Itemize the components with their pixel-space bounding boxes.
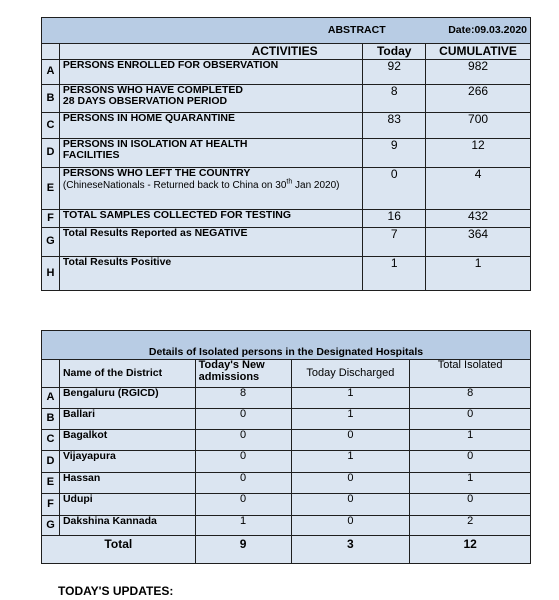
row-new: 8 — [195, 388, 291, 409]
col-cumulative: CUMULATIVE — [426, 44, 531, 60]
row-letter: F — [42, 494, 60, 516]
row-today: 1 — [363, 257, 426, 291]
row-today: 0 — [363, 168, 426, 210]
row-note-text-end: Jan 2020) — [292, 180, 340, 192]
row-discharged: 1 — [291, 409, 410, 430]
row-label — [59, 139, 362, 168]
row-new: 0 — [195, 430, 291, 451]
row-district: Dakshina Kannada — [59, 516, 195, 536]
row-cumulative: 982 — [426, 60, 531, 85]
row-today: 92 — [363, 60, 426, 85]
abstract-row — [42, 113, 531, 139]
row-district: Vijayapura — [59, 451, 195, 473]
abstract-row — [42, 85, 531, 113]
row-label-line1: PERSONS WHO HAVE COMPLETED — [62, 84, 243, 96]
updates-heading: TODAY'S UPDATES: — [58, 584, 174, 598]
row-note-text: (ChineseNationals - Returned back to China on 30 — [62, 180, 287, 192]
isolated-title: Details of Isolated persons in the Designated Hospitals — [42, 331, 531, 360]
row-cumulative: 4 — [426, 168, 531, 210]
row-label-line2: FACILITIES — [62, 149, 120, 162]
row-today: 8 — [363, 85, 426, 113]
row-letter: G — [42, 228, 60, 257]
row-label — [59, 85, 362, 113]
row-total: 0 — [410, 451, 531, 473]
row-cumulative: 364 — [426, 228, 531, 257]
row-today: 9 — [363, 139, 426, 168]
abstract-title: ABSTRACT — [59, 18, 425, 44]
row-district: Hassan — [59, 473, 195, 494]
row-label: TOTAL SAMPLES COLLECTED FOR TESTING — [59, 210, 362, 228]
row-total: 0 — [410, 409, 531, 430]
row-label-line2: 28 DAYS OBSERVATION PERIOD — [62, 95, 228, 108]
row-note-sup: th — [286, 179, 293, 187]
abstract-table — [41, 17, 531, 291]
row-discharged: 1 — [291, 451, 410, 473]
col-new-admissions: Today's New admissions — [195, 360, 291, 388]
abstract-row — [42, 210, 531, 228]
table-row — [42, 388, 531, 409]
row-discharged: 1 — [291, 388, 410, 409]
row-discharged: 0 — [291, 516, 410, 536]
total-new: 9 — [195, 536, 291, 564]
total-row — [42, 536, 531, 564]
abstract-row — [42, 228, 531, 257]
isolated-table — [41, 330, 531, 564]
abstract-row — [42, 257, 531, 291]
table-row — [42, 409, 531, 430]
total-isolated: 12 — [410, 536, 531, 564]
row-letter: E — [42, 473, 60, 494]
row-label — [59, 168, 362, 210]
table-row — [42, 451, 531, 473]
col-total-isolated: Total Isolated — [410, 360, 531, 388]
row-letter: G — [42, 516, 60, 536]
row-label-line1: PERSONS WHO LEFT THE COUNTRY — [62, 167, 251, 179]
row-cumulative: 12 — [426, 139, 531, 168]
row-letter: D — [42, 139, 60, 168]
row-today: 83 — [363, 113, 426, 139]
isolated-header-row — [42, 360, 531, 388]
row-discharged: 0 — [291, 430, 410, 451]
row-letter: B — [42, 85, 60, 113]
row-total: 1 — [410, 473, 531, 494]
row-total: 8 — [410, 388, 531, 409]
row-today: 16 — [363, 210, 426, 228]
col-district: Name of the District — [59, 360, 195, 388]
row-label: Total Results Reported as NEGATIVE — [59, 228, 362, 257]
row-new: 0 — [195, 409, 291, 430]
abstract-header-row — [42, 44, 531, 60]
table-row — [42, 494, 531, 516]
row-letter: C — [42, 430, 60, 451]
row-letter: C — [42, 113, 60, 139]
row-label: Total Results Positive — [59, 257, 362, 291]
abstract-date: Date:09.03.2020 — [426, 18, 531, 44]
row-note — [63, 180, 340, 191]
col-activities: ACTIVITIES — [59, 44, 362, 60]
row-letter: E — [42, 168, 60, 210]
row-district: Udupi — [59, 494, 195, 516]
abstract-row — [42, 139, 531, 168]
col-today: Today — [363, 44, 426, 60]
row-total: 0 — [410, 494, 531, 516]
row-total: 2 — [410, 516, 531, 536]
row-discharged: 0 — [291, 473, 410, 494]
row-new: 0 — [195, 473, 291, 494]
isolated-title-row — [42, 331, 531, 360]
row-district: Bagalkot — [59, 430, 195, 451]
total-discharged: 3 — [291, 536, 410, 564]
row-district: Bengaluru (RGICD) — [59, 388, 195, 409]
row-letter: F — [42, 210, 60, 228]
table-row — [42, 516, 531, 536]
table-row — [42, 473, 531, 494]
table-row — [42, 430, 531, 451]
abstract-title-row — [42, 18, 531, 44]
row-cumulative: 266 — [426, 85, 531, 113]
row-cumulative: 1 — [426, 257, 531, 291]
row-label-line1: PERSONS IN ISOLATION AT HEALTH — [62, 138, 248, 150]
row-cumulative: 432 — [426, 210, 531, 228]
row-label: PERSONS IN HOME QUARANTINE — [59, 113, 362, 139]
row-letter: H — [42, 257, 60, 291]
row-today: 7 — [363, 228, 426, 257]
row-new: 0 — [195, 494, 291, 516]
col-discharged: Today Discharged — [291, 360, 410, 388]
row-letter: D — [42, 451, 60, 473]
row-letter: B — [42, 409, 60, 430]
row-new: 0 — [195, 451, 291, 473]
abstract-row — [42, 168, 531, 210]
total-label: Total — [42, 536, 196, 564]
row-total: 1 — [410, 430, 531, 451]
row-new: 1 — [195, 516, 291, 536]
abstract-row — [42, 60, 531, 85]
row-letter: A — [42, 60, 60, 85]
row-label: PERSONS ENROLLED FOR OBSERVATION — [59, 60, 362, 85]
row-district: Ballari — [59, 409, 195, 430]
row-cumulative: 700 — [426, 113, 531, 139]
row-discharged: 0 — [291, 494, 410, 516]
row-letter: A — [42, 388, 60, 409]
